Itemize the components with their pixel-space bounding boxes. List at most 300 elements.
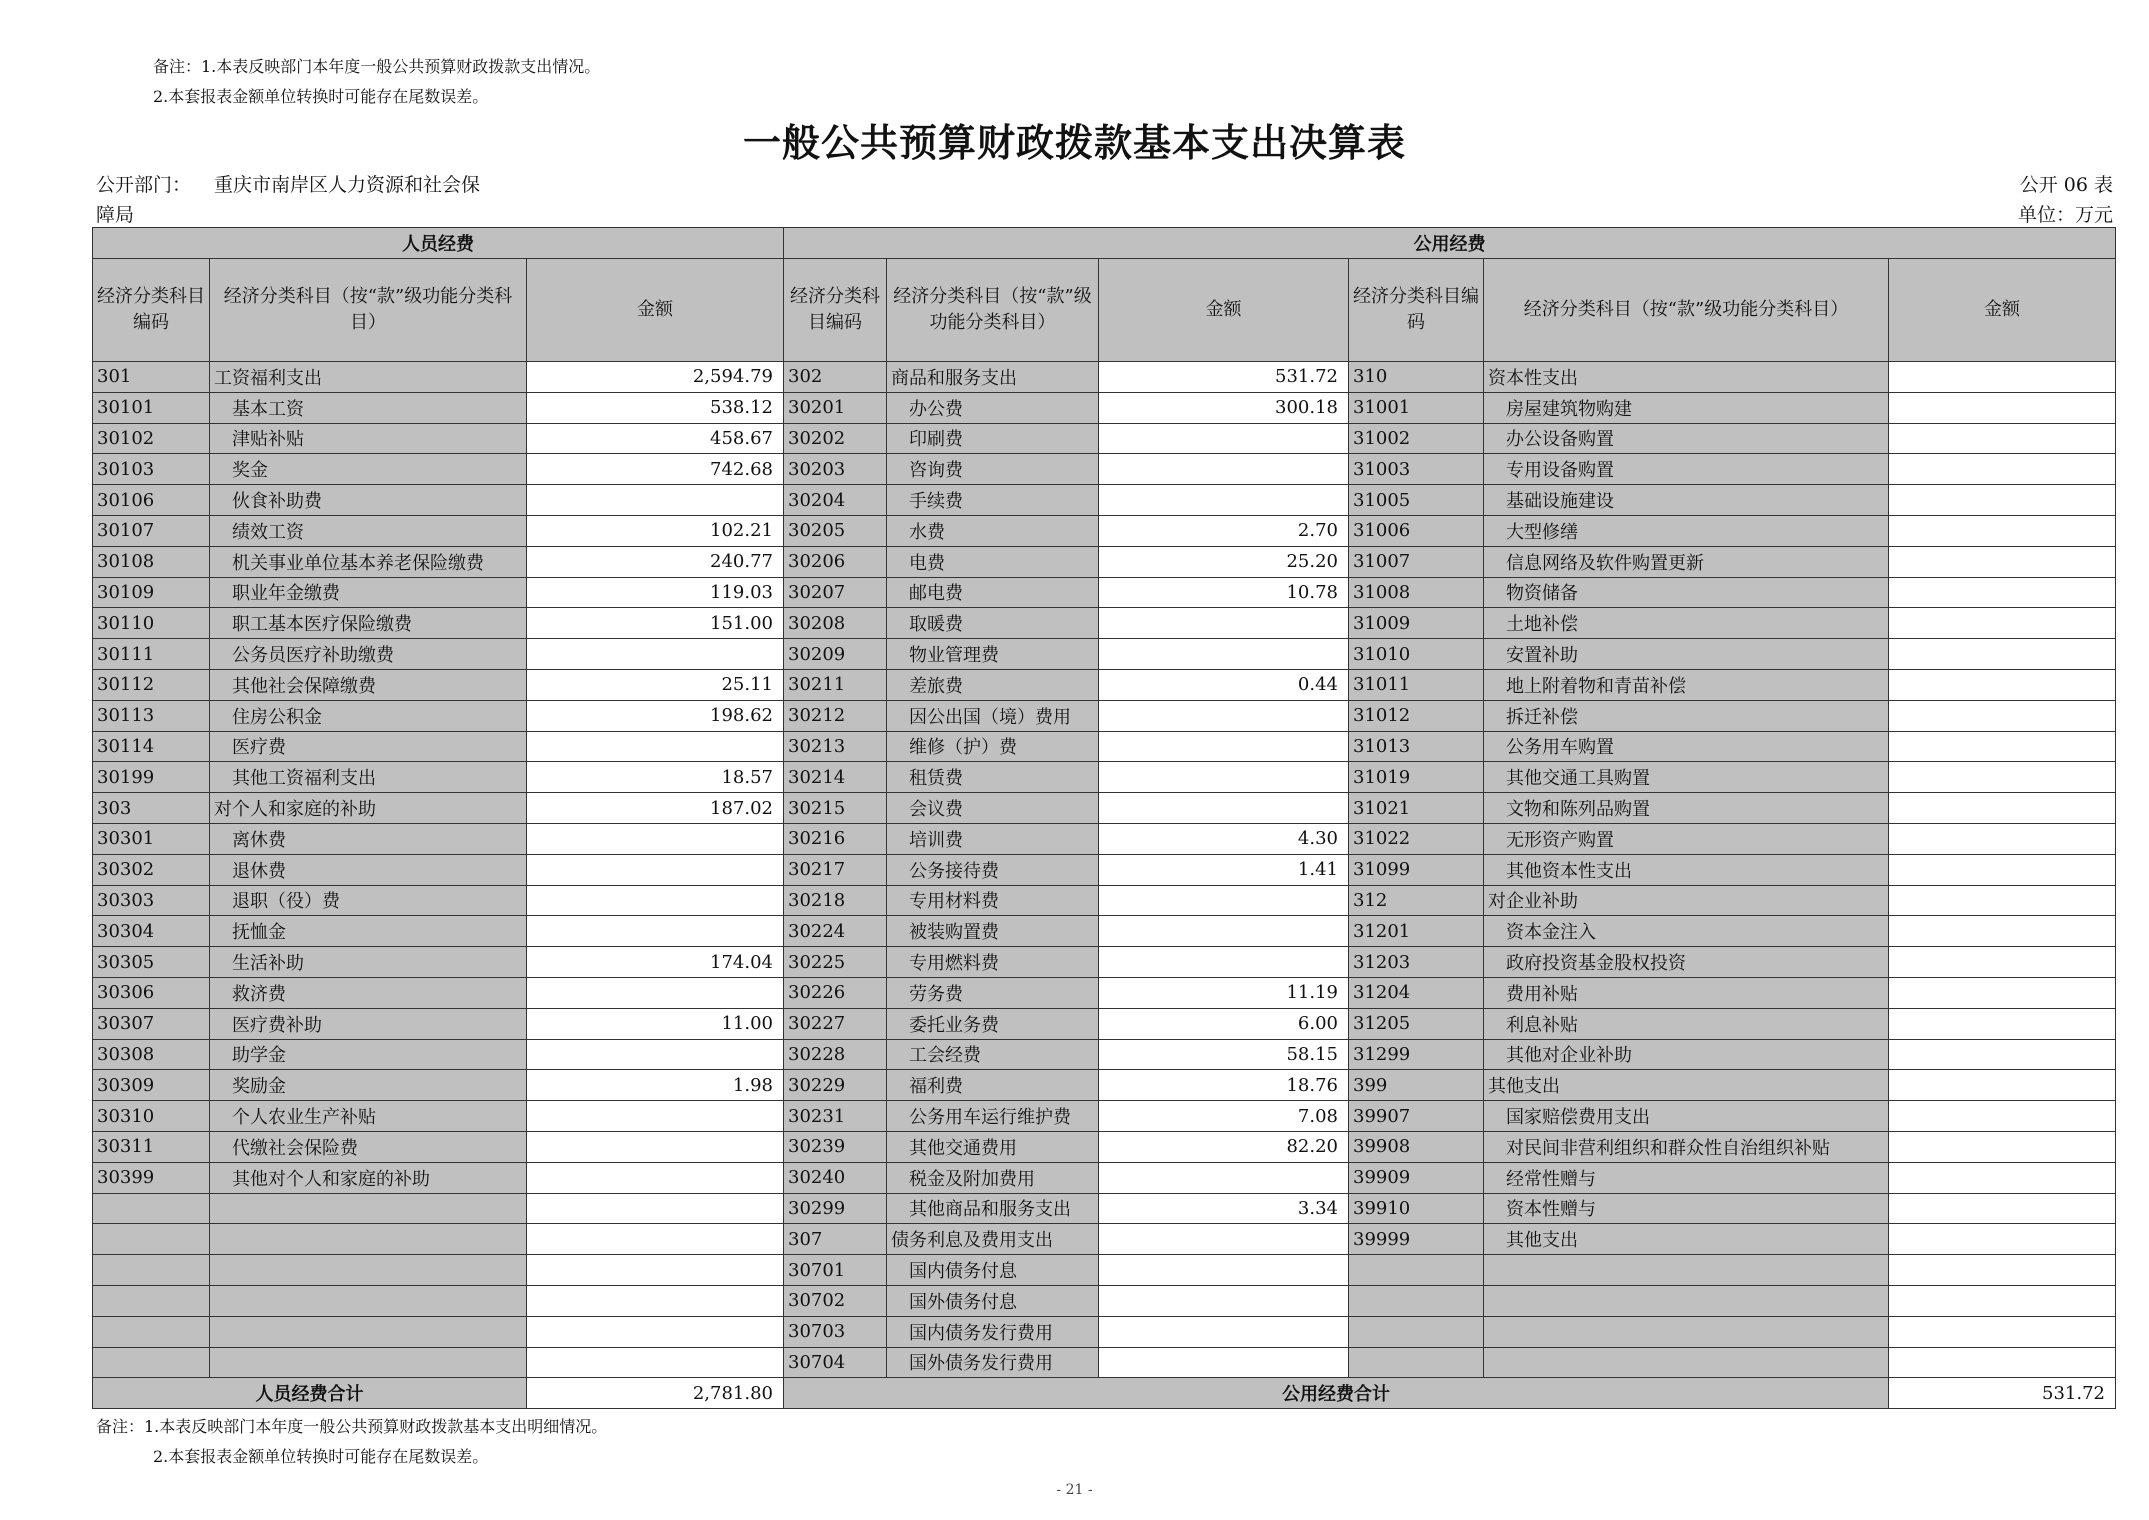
personnel-name: 离休费 xyxy=(210,823,527,854)
public-right-name: 资本性支出 xyxy=(1484,362,1889,393)
public-mid-amount: 0.44 xyxy=(1099,669,1349,700)
public-mid-code: 30217 xyxy=(784,854,887,885)
top-note-1: 备注：1.本表反映部门本年度一般公共预算财政拨款支出情况。 xyxy=(153,57,601,76)
public-right-code: 31204 xyxy=(1349,977,1484,1008)
personnel-code: 303 xyxy=(93,793,210,824)
personnel-amount xyxy=(527,485,784,516)
personnel-code xyxy=(93,1347,210,1378)
public-right-amount xyxy=(1889,1131,2116,1162)
public-right-amount xyxy=(1889,1039,2116,1070)
personnel-amount xyxy=(527,1193,784,1224)
personnel-code: 30302 xyxy=(93,854,210,885)
personnel-amount: 102.21 xyxy=(527,515,784,546)
public-mid-code: 30215 xyxy=(784,793,887,824)
public-right-name: 对民间非营利组织和群众性自治组织补贴 xyxy=(1484,1131,1889,1162)
table-row xyxy=(93,1316,2116,1347)
public-right-name: 国家赔偿费用支出 xyxy=(1484,1101,1889,1132)
header-code: 经济分类科目编码 xyxy=(93,259,210,362)
public-right-code: 31203 xyxy=(1349,947,1484,978)
public-mid-name: 办公费 xyxy=(887,392,1099,423)
table-row xyxy=(93,546,2116,577)
personnel-amount xyxy=(527,1039,784,1070)
personnel-name: 其他对个人和家庭的补助 xyxy=(210,1162,527,1193)
public-right-name: 政府投资基金股权投资 xyxy=(1484,947,1889,978)
public-right-amount xyxy=(1889,731,2116,762)
public-mid-name: 手续费 xyxy=(887,485,1099,516)
personnel-name: 职业年金缴费 xyxy=(210,577,527,608)
personnel-name xyxy=(210,1224,527,1255)
table-row xyxy=(93,454,2116,485)
public-mid-amount: 58.15 xyxy=(1099,1039,1349,1070)
public-right-amount xyxy=(1889,485,2116,516)
table-row xyxy=(93,577,2116,608)
public-mid-name: 咨询费 xyxy=(887,454,1099,485)
public-mid-name: 会议费 xyxy=(887,793,1099,824)
public-right-name: 办公设备购置 xyxy=(1484,423,1889,454)
public-mid-code: 30229 xyxy=(784,1070,887,1101)
public-right-code: 31019 xyxy=(1349,762,1484,793)
public-mid-name: 劳务费 xyxy=(887,977,1099,1008)
public-right-code: 310 xyxy=(1349,362,1484,393)
public-right-code: 31002 xyxy=(1349,423,1484,454)
public-mid-amount: 18.76 xyxy=(1099,1070,1349,1101)
public-mid-code: 30205 xyxy=(784,515,887,546)
public-mid-amount xyxy=(1099,793,1349,824)
public-mid-amount xyxy=(1099,1255,1349,1286)
public-mid-code: 30203 xyxy=(784,454,887,485)
personnel-name: 职工基本医疗保险缴费 xyxy=(210,608,527,639)
public-mid-name: 租赁费 xyxy=(887,762,1099,793)
public-mid-amount xyxy=(1099,1285,1349,1316)
public-mid-name: 商品和服务支出 xyxy=(887,362,1099,393)
public-right-amount xyxy=(1889,1008,2116,1039)
table-row xyxy=(93,639,2116,670)
personnel-code: 30109 xyxy=(93,577,210,608)
table-row xyxy=(93,392,2116,423)
public-right-name: 大型修缮 xyxy=(1484,515,1889,546)
personnel-name: 津贴补贴 xyxy=(210,423,527,454)
personnel-amount xyxy=(527,977,784,1008)
public-mid-code: 30201 xyxy=(784,392,887,423)
public-right-amount xyxy=(1889,793,2116,824)
public-mid-name: 公务接待费 xyxy=(887,854,1099,885)
public-right-amount xyxy=(1889,1193,2116,1224)
public-right-code: 31022 xyxy=(1349,823,1484,854)
public-mid-name: 工会经费 xyxy=(887,1039,1099,1070)
personnel-amount: 538.12 xyxy=(527,392,784,423)
public-mid-amount xyxy=(1099,947,1349,978)
top-note-2: 2.本套报表金额单位转换时可能存在尾数误差。 xyxy=(153,87,489,106)
public-right-amount xyxy=(1889,423,2116,454)
public-right-code: 31205 xyxy=(1349,1008,1484,1039)
public-mid-amount: 300.18 xyxy=(1099,392,1349,423)
public-mid-name: 印刷费 xyxy=(887,423,1099,454)
public-right-name xyxy=(1484,1347,1889,1378)
page-number: - 21 - xyxy=(1056,1482,1093,1498)
public-mid-amount xyxy=(1099,885,1349,916)
personnel-name xyxy=(210,1193,527,1224)
public-mid-amount: 4.30 xyxy=(1099,823,1349,854)
public-mid-name: 水费 xyxy=(887,515,1099,546)
public-mid-code: 30239 xyxy=(784,1131,887,1162)
public-mid-amount xyxy=(1099,1347,1349,1378)
public-mid-amount: 531.72 xyxy=(1099,362,1349,393)
public-mid-amount xyxy=(1099,454,1349,485)
public-right-amount xyxy=(1889,977,2116,1008)
personnel-amount: 18.57 xyxy=(527,762,784,793)
public-right-name: 其他对企业补助 xyxy=(1484,1039,1889,1070)
personnel-amount xyxy=(527,1224,784,1255)
table-row xyxy=(93,823,2116,854)
public-right-code: 39910 xyxy=(1349,1193,1484,1224)
table-row xyxy=(93,977,2116,1008)
public-right-amount xyxy=(1889,515,2116,546)
table-row xyxy=(93,669,2116,700)
personnel-name xyxy=(210,1285,527,1316)
table-row xyxy=(93,731,2116,762)
personnel-amount: 174.04 xyxy=(527,947,784,978)
public-right-name: 土地补偿 xyxy=(1484,608,1889,639)
header-name: 经济分类科目（按“款”级功能分类科目） xyxy=(1484,259,1889,362)
public-mid-code: 30240 xyxy=(784,1162,887,1193)
public-mid-name: 其他交通费用 xyxy=(887,1131,1099,1162)
public-mid-name: 国外债务发行费用 xyxy=(887,1347,1099,1378)
public-mid-amount xyxy=(1099,639,1349,670)
personnel-amount: 240.77 xyxy=(527,546,784,577)
table-row xyxy=(93,1224,2116,1255)
public-right-name: 其他资本性支出 xyxy=(1484,854,1889,885)
public-right-name xyxy=(1484,1285,1889,1316)
public-mid-name: 电费 xyxy=(887,546,1099,577)
public-right-amount xyxy=(1889,854,2116,885)
personnel-amount: 458.67 xyxy=(527,423,784,454)
public-mid-code: 30226 xyxy=(784,977,887,1008)
personnel-code: 30107 xyxy=(93,515,210,546)
public-right-code: 31201 xyxy=(1349,916,1484,947)
table-row xyxy=(93,1101,2116,1132)
public-mid-amount: 1.41 xyxy=(1099,854,1349,885)
public-right-code: 31006 xyxy=(1349,515,1484,546)
personnel-code: 30108 xyxy=(93,546,210,577)
header-code: 经济分类科目编码 xyxy=(784,259,887,362)
table-row xyxy=(93,1285,2116,1316)
public-mid-name: 债务利息及费用支出 xyxy=(887,1224,1099,1255)
personnel-code: 30199 xyxy=(93,762,210,793)
public-right-amount xyxy=(1889,1316,2116,1347)
table-row xyxy=(93,916,2116,947)
public-right-amount xyxy=(1889,1255,2116,1286)
public-mid-amount xyxy=(1099,700,1349,731)
public-right-name: 信息网络及软件购置更新 xyxy=(1484,546,1889,577)
personnel-amount: 2,594.79 xyxy=(527,362,784,393)
table-row xyxy=(93,1131,2116,1162)
personnel-amount xyxy=(527,885,784,916)
public-right-amount xyxy=(1889,1285,2116,1316)
personnel-name: 抚恤金 xyxy=(210,916,527,947)
personnel-total-value: 2,781.80 xyxy=(527,1378,784,1409)
public-right-code: 312 xyxy=(1349,885,1484,916)
personnel-code: 30307 xyxy=(93,1008,210,1039)
public-right-name: 专用设备购置 xyxy=(1484,454,1889,485)
public-mid-name: 专用燃料费 xyxy=(887,947,1099,978)
personnel-amount xyxy=(527,1347,784,1378)
personnel-amount xyxy=(527,1131,784,1162)
bottom-note-1: 备注：1.本表反映部门本年度一般公共预算财政拨款基本支出明细情况。 xyxy=(96,1417,608,1436)
personnel-amount: 742.68 xyxy=(527,454,784,485)
public-mid-name: 委托业务费 xyxy=(887,1008,1099,1039)
personnel-amount: 151.00 xyxy=(527,608,784,639)
public-right-amount xyxy=(1889,1101,2116,1132)
public-mid-code: 307 xyxy=(784,1224,887,1255)
public-mid-name: 取暖费 xyxy=(887,608,1099,639)
personnel-code: 30101 xyxy=(93,392,210,423)
public-right-amount xyxy=(1889,762,2116,793)
public-mid-amount xyxy=(1099,608,1349,639)
table-row xyxy=(93,793,2116,824)
personnel-name xyxy=(210,1347,527,1378)
public-mid-code: 30204 xyxy=(784,485,887,516)
public-right-name: 资本性赠与 xyxy=(1484,1193,1889,1224)
public-mid-code: 30218 xyxy=(784,885,887,916)
public-right-amount xyxy=(1889,823,2116,854)
public-right-amount xyxy=(1889,1224,2116,1255)
public-mid-amount xyxy=(1099,423,1349,454)
personnel-name: 助学金 xyxy=(210,1039,527,1070)
personnel-name: 其他工资福利支出 xyxy=(210,762,527,793)
public-mid-amount xyxy=(1099,762,1349,793)
personnel-amount xyxy=(527,1285,784,1316)
table-row xyxy=(93,947,2116,978)
public-right-name: 无形资产购置 xyxy=(1484,823,1889,854)
personnel-code: 30103 xyxy=(93,454,210,485)
public-mid-code: 30208 xyxy=(784,608,887,639)
public-right-amount xyxy=(1889,454,2116,485)
table-row xyxy=(93,1347,2116,1378)
public-mid-amount xyxy=(1099,1162,1349,1193)
public-mid-amount: 11.19 xyxy=(1099,977,1349,1008)
public-right-code: 31009 xyxy=(1349,608,1484,639)
personnel-amount: 119.03 xyxy=(527,577,784,608)
personnel-code: 30114 xyxy=(93,731,210,762)
public-right-code: 31011 xyxy=(1349,669,1484,700)
table-row xyxy=(93,1070,2116,1101)
public-right-name: 其他交通工具购置 xyxy=(1484,762,1889,793)
public-mid-amount: 25.20 xyxy=(1099,546,1349,577)
public-right-name: 地上附着物和青苗补偿 xyxy=(1484,669,1889,700)
personnel-name: 救济费 xyxy=(210,977,527,1008)
public-mid-name: 邮电费 xyxy=(887,577,1099,608)
table-row xyxy=(93,885,2116,916)
personnel-amount xyxy=(527,1255,784,1286)
public-right-name: 资本金注入 xyxy=(1484,916,1889,947)
personnel-code xyxy=(93,1193,210,1224)
personnel-amount xyxy=(527,1101,784,1132)
table-row xyxy=(93,485,2116,516)
personnel-name: 个人农业生产补贴 xyxy=(210,1101,527,1132)
personnel-name: 代缴社会保险费 xyxy=(210,1131,527,1162)
public-mid-code: 302 xyxy=(784,362,887,393)
personnel-code: 30303 xyxy=(93,885,210,916)
personnel-name xyxy=(210,1255,527,1286)
public-mid-amount xyxy=(1099,485,1349,516)
public-right-name: 文物和陈列品购置 xyxy=(1484,793,1889,824)
table-row xyxy=(93,515,2116,546)
public-mid-code: 30209 xyxy=(784,639,887,670)
table-row xyxy=(93,1039,2116,1070)
personnel-code: 30111 xyxy=(93,639,210,670)
public-mid-code: 30216 xyxy=(784,823,887,854)
personnel-name: 生活补助 xyxy=(210,947,527,978)
personnel-amount xyxy=(527,731,784,762)
public-mid-amount: 3.34 xyxy=(1099,1193,1349,1224)
personnel-code: 30309 xyxy=(93,1070,210,1101)
personnel-amount xyxy=(527,1162,784,1193)
public-right-name: 安置补助 xyxy=(1484,639,1889,670)
table-row xyxy=(93,854,2116,885)
public-right-name: 拆迁补偿 xyxy=(1484,700,1889,731)
personnel-name: 对个人和家庭的补助 xyxy=(210,793,527,824)
public-mid-code: 30231 xyxy=(784,1101,887,1132)
personnel-code: 30308 xyxy=(93,1039,210,1070)
public-mid-code: 30227 xyxy=(784,1008,887,1039)
public-right-code: 39908 xyxy=(1349,1131,1484,1162)
public-mid-name: 税金及附加费用 xyxy=(887,1162,1099,1193)
personnel-name: 退休费 xyxy=(210,854,527,885)
personnel-name: 住房公积金 xyxy=(210,700,527,731)
personnel-name: 公务员医疗补助缴费 xyxy=(210,639,527,670)
public-mid-code: 30211 xyxy=(784,669,887,700)
public-right-amount xyxy=(1889,577,2116,608)
public-right-amount xyxy=(1889,392,2116,423)
public-right-code: 39907 xyxy=(1349,1101,1484,1132)
public-right-code: 399 xyxy=(1349,1070,1484,1101)
public-mid-code: 30224 xyxy=(784,916,887,947)
public-mid-name: 国外债务付息 xyxy=(887,1285,1099,1316)
public-right-code: 31021 xyxy=(1349,793,1484,824)
public-right-amount xyxy=(1889,639,2116,670)
public-mid-amount: 10.78 xyxy=(1099,577,1349,608)
personnel-name xyxy=(210,1316,527,1347)
header-amount: 金额 xyxy=(1889,259,2116,362)
public-mid-code: 30701 xyxy=(784,1255,887,1286)
personnel-code: 30306 xyxy=(93,977,210,1008)
dept-name: 重庆市南岸区人力资源和社会保 xyxy=(214,174,481,196)
public-mid-name: 维修（护）费 xyxy=(887,731,1099,762)
public-right-code: 31005 xyxy=(1349,485,1484,516)
personnel-total-label: 人员经费合计 xyxy=(93,1378,527,1409)
public-mid-amount xyxy=(1099,916,1349,947)
personnel-amount: 187.02 xyxy=(527,793,784,824)
public-right-name: 利息补贴 xyxy=(1484,1008,1889,1039)
public-right-code: 31008 xyxy=(1349,577,1484,608)
public-mid-name: 其他商品和服务支出 xyxy=(887,1193,1099,1224)
public-right-code: 39999 xyxy=(1349,1224,1484,1255)
personnel-code: 30112 xyxy=(93,669,210,700)
public-right-amount xyxy=(1889,669,2116,700)
header-amount: 金额 xyxy=(527,259,784,362)
public-right-name: 房屋建筑物购建 xyxy=(1484,392,1889,423)
public-mid-code: 30225 xyxy=(784,947,887,978)
table-row xyxy=(93,762,2116,793)
personnel-code: 30305 xyxy=(93,947,210,978)
dept-name-cont: 障局 xyxy=(96,204,135,226)
header-code: 经济分类科目编码 xyxy=(1349,259,1484,362)
personnel-amount: 25.11 xyxy=(527,669,784,700)
public-right-name: 其他支出 xyxy=(1484,1224,1889,1255)
table-row xyxy=(93,1255,2116,1286)
personnel-code: 30304 xyxy=(93,916,210,947)
table-row xyxy=(93,608,2116,639)
public-mid-name: 公务用车运行维护费 xyxy=(887,1101,1099,1132)
personnel-code: 30113 xyxy=(93,700,210,731)
public-right-amount xyxy=(1889,362,2116,393)
public-mid-amount: 82.20 xyxy=(1099,1131,1349,1162)
public-mid-amount xyxy=(1099,1224,1349,1255)
personnel-amount xyxy=(527,854,784,885)
public-right-code: 31013 xyxy=(1349,731,1484,762)
personnel-amount: 198.62 xyxy=(527,700,784,731)
public-right-name: 公务用车购置 xyxy=(1484,731,1889,762)
table-row xyxy=(93,1008,2116,1039)
public-right-name: 基础设施建设 xyxy=(1484,485,1889,516)
public-total-label: 公用经费合计 xyxy=(784,1378,1889,1409)
public-mid-code: 30702 xyxy=(784,1285,887,1316)
public-mid-code: 30228 xyxy=(784,1039,887,1070)
table-number: 公开 06 表 xyxy=(2019,174,2113,196)
personnel-name: 基本工资 xyxy=(210,392,527,423)
public-mid-name: 差旅费 xyxy=(887,669,1099,700)
public-mid-code: 30207 xyxy=(784,577,887,608)
personnel-name: 奖励金 xyxy=(210,1070,527,1101)
personnel-code: 30399 xyxy=(93,1162,210,1193)
personnel-amount: 11.00 xyxy=(527,1008,784,1039)
personnel-code: 30106 xyxy=(93,485,210,516)
table-row xyxy=(93,700,2116,731)
public-mid-name: 物业管理费 xyxy=(887,639,1099,670)
personnel-name: 退职（役）费 xyxy=(210,885,527,916)
public-right-code xyxy=(1349,1255,1484,1286)
personnel-name: 其他社会保障缴费 xyxy=(210,669,527,700)
public-right-name: 费用补贴 xyxy=(1484,977,1889,1008)
public-right-code: 31012 xyxy=(1349,700,1484,731)
public-mid-code: 30202 xyxy=(784,423,887,454)
page-title: 一般公共预算财政拨款基本支出决算表 xyxy=(742,120,1406,165)
totals-row xyxy=(93,1378,2116,1409)
personnel-code: 30102 xyxy=(93,423,210,454)
personnel-amount xyxy=(527,916,784,947)
personnel-amount xyxy=(527,823,784,854)
public-mid-code: 30206 xyxy=(784,546,887,577)
public-right-code: 31299 xyxy=(1349,1039,1484,1070)
public-mid-code: 30704 xyxy=(784,1347,887,1378)
public-right-code xyxy=(1349,1347,1484,1378)
bottom-note-2: 2.本套报表金额单位转换时可能存在尾数误差。 xyxy=(153,1447,489,1466)
table-row xyxy=(93,362,2116,393)
public-right-code: 31003 xyxy=(1349,454,1484,485)
public-mid-name: 国内债务付息 xyxy=(887,1255,1099,1286)
personnel-code: 30110 xyxy=(93,608,210,639)
public-right-amount xyxy=(1889,1162,2116,1193)
header-amount: 金额 xyxy=(1099,259,1349,362)
public-mid-amount: 6.00 xyxy=(1099,1008,1349,1039)
public-right-name xyxy=(1484,1316,1889,1347)
personnel-name: 绩效工资 xyxy=(210,515,527,546)
public-right-code: 31099 xyxy=(1349,854,1484,885)
personnel-code xyxy=(93,1285,210,1316)
header-name: 经济分类科目（按“款”级功能分类科目） xyxy=(210,259,527,362)
table-row xyxy=(93,423,2116,454)
public-right-code xyxy=(1349,1285,1484,1316)
